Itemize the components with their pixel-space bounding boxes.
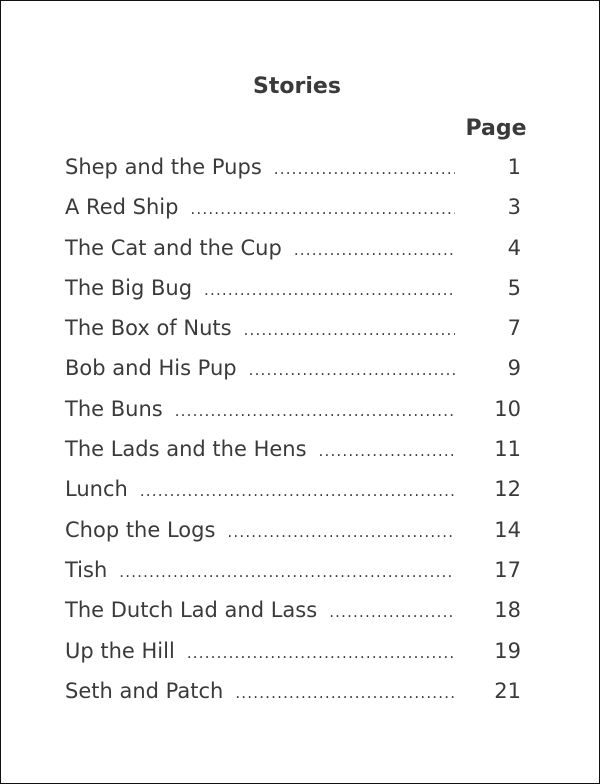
toc-entry-page: 14 (494, 517, 521, 542)
toc-entry (65, 276, 535, 316)
toc-entry-page: 5 (507, 275, 521, 300)
dot-leader (274, 155, 455, 179)
toc-entry-title: The Big Bug (65, 275, 193, 300)
dot-leader (204, 276, 455, 300)
toc-entry-page: 7 (507, 316, 521, 341)
toc-entry (65, 477, 535, 517)
toc-entry-title: Bob and His Pup (65, 356, 237, 381)
page-title: Stories (253, 74, 341, 99)
toc-entry-page: 18 (494, 598, 521, 623)
toc-entry-page: 4 (507, 235, 521, 260)
toc-entry-page: 1 (507, 155, 521, 179)
toc-entry-page: 11 (494, 437, 521, 462)
toc-entry-page: 10 (494, 396, 521, 421)
toc-entry (65, 437, 535, 477)
toc-entry (65, 356, 535, 396)
dot-leader (227, 518, 455, 542)
toc-entry-title: Shep and the Pups (65, 155, 262, 179)
toc-entry (65, 518, 535, 558)
toc-entry-page: 9 (507, 356, 521, 381)
toc-entry-title: Seth and Patch (65, 678, 224, 703)
dot-leader (119, 558, 455, 582)
toc-entry (65, 598, 535, 638)
toc-entry-title: Chop the Logs (65, 517, 216, 542)
toc-entry-title: The Buns (65, 396, 163, 421)
toc-entry-page: 21 (494, 678, 521, 703)
toc-entry-page: 3 (507, 195, 521, 220)
toc-entry-page: 19 (494, 638, 521, 663)
dot-leader (319, 437, 455, 461)
table-of-contents (65, 155, 535, 719)
toc-entry-title: Lunch (65, 477, 128, 502)
toc-entry-title: A Red Ship (65, 195, 179, 220)
toc-entry-page: 17 (494, 557, 521, 582)
toc-entry (65, 639, 535, 679)
dot-leader (190, 195, 455, 219)
page-column-header: Page (465, 116, 527, 141)
dot-leader (187, 639, 455, 663)
dot-leader (249, 356, 455, 380)
toc-entry (65, 195, 535, 235)
toc-entry-title: The Box of Nuts (65, 316, 232, 341)
dot-leader (294, 236, 455, 260)
toc-entry (65, 155, 535, 195)
toc-entry-title: Tish (65, 557, 108, 582)
toc-entry (65, 679, 535, 719)
toc-entry-title: Up the Hill (65, 638, 175, 663)
toc-entry-title: The Dutch Lad and Lass (65, 598, 318, 623)
toc-entry-page: 12 (494, 477, 521, 502)
toc-entry-title: The Cat and the Cup (65, 235, 282, 260)
toc-entry (65, 558, 535, 598)
dot-leader (175, 397, 455, 421)
dot-leader (235, 679, 455, 703)
dot-leader (244, 316, 455, 340)
toc-entry-title: The Lads and the Hens (65, 437, 307, 462)
toc-entry (65, 316, 535, 356)
toc-entry (65, 236, 535, 276)
toc-entry (65, 397, 535, 437)
dot-leader (140, 477, 455, 501)
dot-leader (329, 598, 455, 622)
